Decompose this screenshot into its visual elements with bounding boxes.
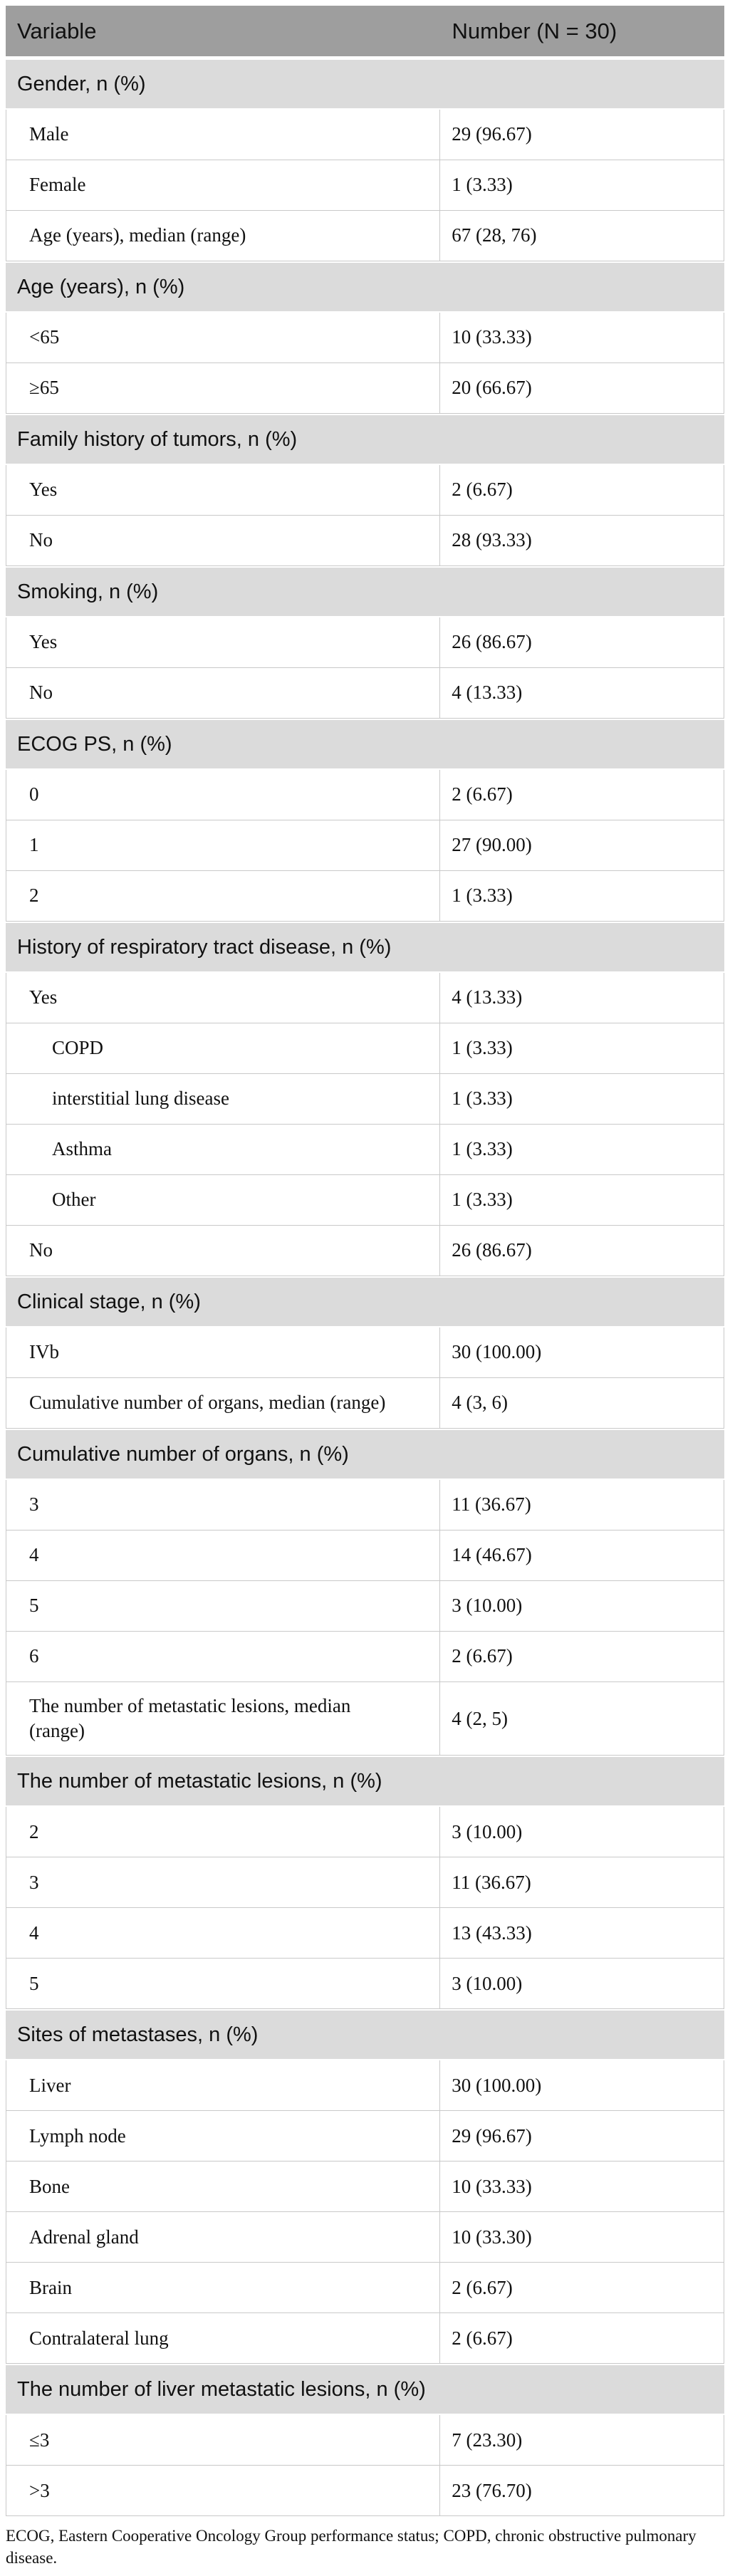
row-value: 23 (76.70) <box>452 2479 532 2501</box>
table-row <box>6 1581 724 1632</box>
table-row <box>6 1959 724 2009</box>
row-value: 1 (3.33) <box>452 1088 513 1110</box>
section-header-row: History of respiratory tract disease, n (%) <box>6 922 724 973</box>
column-header-variable: Variable <box>17 18 97 43</box>
table-header-row <box>6 6 724 58</box>
row-value: 3 (10.00) <box>452 1972 523 1994</box>
row-value: 7 (23.30) <box>452 2429 523 2451</box>
row-value: 20 (66.67) <box>452 377 532 399</box>
row-label: The number of metastatic lesions, median (range) <box>6 1682 440 1755</box>
row-label: 5 <box>6 1959 440 2008</box>
row-value: 30 (100.00) <box>452 2074 542 2096</box>
section-header-row: The number of liver metastatic lesions, n (%) <box>6 2364 724 2415</box>
row-label: Yes <box>6 973 440 1023</box>
row-value: 2 (6.67) <box>452 2276 513 2298</box>
table-row <box>6 871 724 922</box>
section-header-row: Age (years), n (%) <box>6 261 724 313</box>
row-value: 29 (96.67) <box>452 123 532 145</box>
row-label: Male <box>6 110 440 160</box>
row-value: 11 (36.67) <box>452 1493 531 1516</box>
row-label: Lymph node <box>6 2111 440 2161</box>
row-label: COPD <box>6 1023 440 1073</box>
row-value: 3 (10.00) <box>452 1595 523 1617</box>
row-value: 13 (43.33) <box>452 1921 532 1944</box>
table-row <box>6 1175 724 1226</box>
row-label: Other <box>6 1175 440 1225</box>
section-header-row: Sites of metastases, n (%) <box>6 2009 724 2060</box>
table-row <box>6 1682 724 1756</box>
row-label: Asthma <box>6 1125 440 1174</box>
table-row <box>6 516 724 566</box>
table-row <box>6 1378 724 1429</box>
table-row <box>6 1023 724 1074</box>
table-row <box>6 770 724 820</box>
row-label: No <box>6 668 440 718</box>
row-value: 27 (90.00) <box>452 834 532 856</box>
table-row <box>6 1125 724 1175</box>
table-body <box>6 58 724 2516</box>
row-label: Adrenal gland <box>6 2212 440 2262</box>
section-header-row: Smoking, n (%) <box>6 566 724 617</box>
row-value: 67 (28, 76) <box>452 224 537 246</box>
row-label: ≥65 <box>6 363 440 413</box>
section-header-row: Cumulative number of organs, n (%) <box>6 1429 724 1480</box>
row-value: 26 (86.67) <box>452 1239 532 1261</box>
row-label: Age (years), median (range) <box>6 211 440 261</box>
table-row <box>6 1074 724 1125</box>
row-label: 2 <box>6 871 440 921</box>
table-row <box>6 1531 724 1581</box>
row-label: 2 <box>6 1807 440 1857</box>
table-row <box>6 363 724 414</box>
table-row <box>6 465 724 516</box>
row-value: 4 (13.33) <box>452 682 523 704</box>
table-row <box>6 1807 724 1857</box>
row-label: Yes <box>6 465 440 515</box>
table-row <box>6 110 724 160</box>
row-value: 1 (3.33) <box>452 885 513 907</box>
row-label: No <box>6 1226 440 1276</box>
row-value: 4 (3, 6) <box>452 1392 508 1414</box>
table-row <box>6 2162 724 2212</box>
table-row <box>6 1226 724 1276</box>
row-label: >3 <box>6 2466 440 2515</box>
section-header-row: ECOG PS, n (%) <box>6 719 724 770</box>
row-label: 4 <box>6 1908 440 1958</box>
row-label: No <box>6 516 440 565</box>
row-value: 30 (100.00) <box>452 1341 542 1363</box>
row-value: 1 (3.33) <box>452 1037 513 1059</box>
row-label: 3 <box>6 1857 440 1907</box>
section-header-row: The number of metastatic lesions, n (%) <box>6 1756 724 1807</box>
row-value: 4 (13.33) <box>452 986 523 1008</box>
table-row <box>6 2263 724 2313</box>
section-header-row: Clinical stage, n (%) <box>6 1276 724 1328</box>
table-row <box>6 211 724 261</box>
row-value: 29 (96.67) <box>452 2124 532 2147</box>
table-row <box>6 2415 724 2466</box>
table-footnote: ECOG, Eastern Cooperative Oncology Group performance status; COPD, chronic obstructive pulmonary disease. <box>6 2527 697 2567</box>
table-row <box>6 1632 724 1682</box>
row-value: 2 (6.67) <box>452 783 513 805</box>
row-label: Female <box>6 160 440 210</box>
row-label: Liver <box>6 2060 440 2110</box>
row-value: 2 (6.67) <box>452 2327 513 2349</box>
table-row <box>6 313 724 363</box>
row-value: 3 (10.00) <box>452 1820 523 1842</box>
row-label: interstitial lung disease <box>6 1074 440 1124</box>
table-row <box>6 2060 724 2111</box>
row-value: 10 (33.33) <box>452 326 532 348</box>
row-label: Cumulative number of organs, median (range) <box>6 1378 440 1428</box>
table-row <box>6 1857 724 1908</box>
row-label: 1 <box>6 820 440 870</box>
row-label: 6 <box>6 1632 440 1681</box>
row-label: Bone <box>6 2162 440 2211</box>
table-row <box>6 1328 724 1378</box>
row-label: 0 <box>6 770 440 820</box>
row-value: 1 (3.33) <box>452 1138 513 1160</box>
table-row <box>6 2111 724 2162</box>
table-row <box>6 160 724 211</box>
row-value: 1 (3.33) <box>452 1189 513 1211</box>
table-row <box>6 2212 724 2263</box>
row-value: 1 (3.33) <box>452 174 513 196</box>
row-value: 2 (6.67) <box>452 1645 513 1667</box>
table-row <box>6 1908 724 1959</box>
row-label: Yes <box>6 617 440 667</box>
table-row <box>6 2313 724 2364</box>
row-value: 11 (36.67) <box>452 1871 531 1893</box>
table-row <box>6 2466 724 2516</box>
row-label: IVb <box>6 1328 440 1377</box>
characteristics-table <box>6 6 724 2516</box>
row-value: 14 (46.67) <box>452 1544 532 1566</box>
row-value: 26 (86.67) <box>452 631 532 653</box>
row-value: 10 (33.33) <box>452 2175 532 2197</box>
row-value: 4 (2, 5) <box>452 1707 508 1729</box>
table-row <box>6 820 724 871</box>
table-row <box>6 617 724 668</box>
section-header-row: Family history of tumors, n (%) <box>6 414 724 465</box>
row-label: <65 <box>6 313 440 363</box>
table-row <box>6 1480 724 1531</box>
section-header-row: Gender, n (%) <box>6 58 724 110</box>
row-label: 4 <box>6 1531 440 1580</box>
table-row <box>6 668 724 719</box>
row-label: Brain <box>6 2263 440 2312</box>
row-label: 3 <box>6 1480 440 1530</box>
column-header-number: Number (N = 30) <box>452 18 617 43</box>
row-value: 10 (33.30) <box>452 2226 532 2248</box>
table-row <box>6 973 724 1023</box>
row-label: Contralateral lung <box>6 2313 440 2363</box>
row-value: 2 (6.67) <box>452 479 513 501</box>
row-label: 5 <box>6 1581 440 1631</box>
row-value: 28 (93.33) <box>452 529 532 551</box>
row-label: ≤3 <box>6 2415 440 2465</box>
